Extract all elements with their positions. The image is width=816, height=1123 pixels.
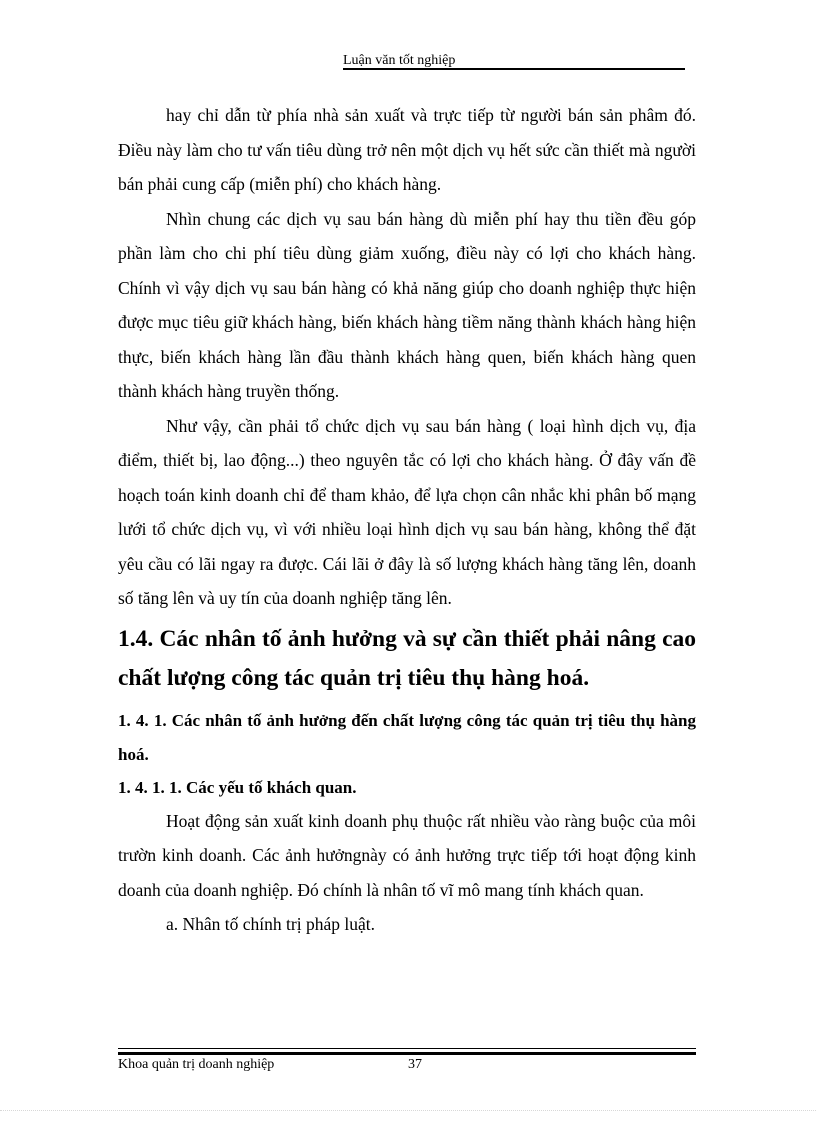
paragraph-1: hay chỉ dẫn từ phía nhà sản xuất và trực tiếp từ người bán sản phâm đó. Điều này làm cho tư vấn tiêu dùng trở nên một dịch vụ hết sức cần thiết mà người bán phải cung cấp (miễn phí) cho khách hàng. xyxy=(118,105,696,194)
page-edge-divider xyxy=(0,1110,816,1111)
page-number: 37 xyxy=(408,1057,422,1072)
paragraph-4: Hoạt động sản xuất kinh doanh phụ thuộc rất nhiều vào ràng buộc của môi trườn kinh doanh. Các ảnh hưởngnày có ảnh hưởng trực tiếp tới hoạt động kinh doanh của doanh nghiệp. Đó chính là nhân tố vĩ mô mang tính khách quan. xyxy=(118,810,696,900)
page-body xyxy=(118,98,696,942)
header-rule xyxy=(343,68,685,70)
heading-section-1-4: 1.4. Các nhân tố ảnh hưởng và sự cần thiết phải nâng cao chất lượng công tác quản trị tiêu thụ hàng hoá. xyxy=(118,625,696,691)
footer-rule-thick xyxy=(118,1052,696,1055)
footer-department: Khoa quản trị doanh nghiệp xyxy=(118,1057,275,1072)
paragraph-5: a. Nhân tố chính trị pháp luật. xyxy=(166,914,375,934)
heading-section-1-4-1-1: 1. 4. 1. 1. Các yếu tố khách quan. xyxy=(118,777,357,797)
footer-rule-thin xyxy=(118,1048,696,1049)
header-title: Luận văn tốt nghiệp xyxy=(343,53,456,68)
heading-section-1-4-1: 1. 4. 1. Các nhân tố ảnh hưởng đến chất lượng công tác quản trị tiêu thụ hàng hoá. xyxy=(118,710,696,764)
paragraph-2: Nhìn chung các dịch vụ sau bán hàng dù miễn phí hay thu tiền đều góp phần làm cho chi phí tiêu dùng giảm xuống, điều này có lợi cho khách hàng. Chính vì vậy dịch vụ sau bán hàng có khả năng giúp cho doanh nghiệp thực hiện được mục tiêu giữ khách hàng, biến khách hàng tiềm năng thành khách hàng hiện thực, biến khách hàng lần đầu thành khách hàng quen, biến khách hàng quen thành khách hàng truyền thống. xyxy=(118,208,696,401)
paragraph-3: Như vậy, cần phải tổ chức dịch vụ sau bán hàng ( loại hình dịch vụ, địa điểm, thiết bị, lao động...) theo nguyên tắc có lợi cho khách hàng. Ở đây vấn đề hoạch toán kinh doanh chỉ để tham khảo, để lựa chọn cân nhắc khi phân bố mạng lưới tổ chức dịch vụ, vì với nhiều loại hình dịch vụ sau bán hàng, không thể đặt yêu cầu có lãi ngay ra được. Cái lãi ở đây là số lượng khách hàng tăng lên, doanh số tăng lên và uy tín của doanh nghiệp tăng lên. xyxy=(118,415,696,608)
